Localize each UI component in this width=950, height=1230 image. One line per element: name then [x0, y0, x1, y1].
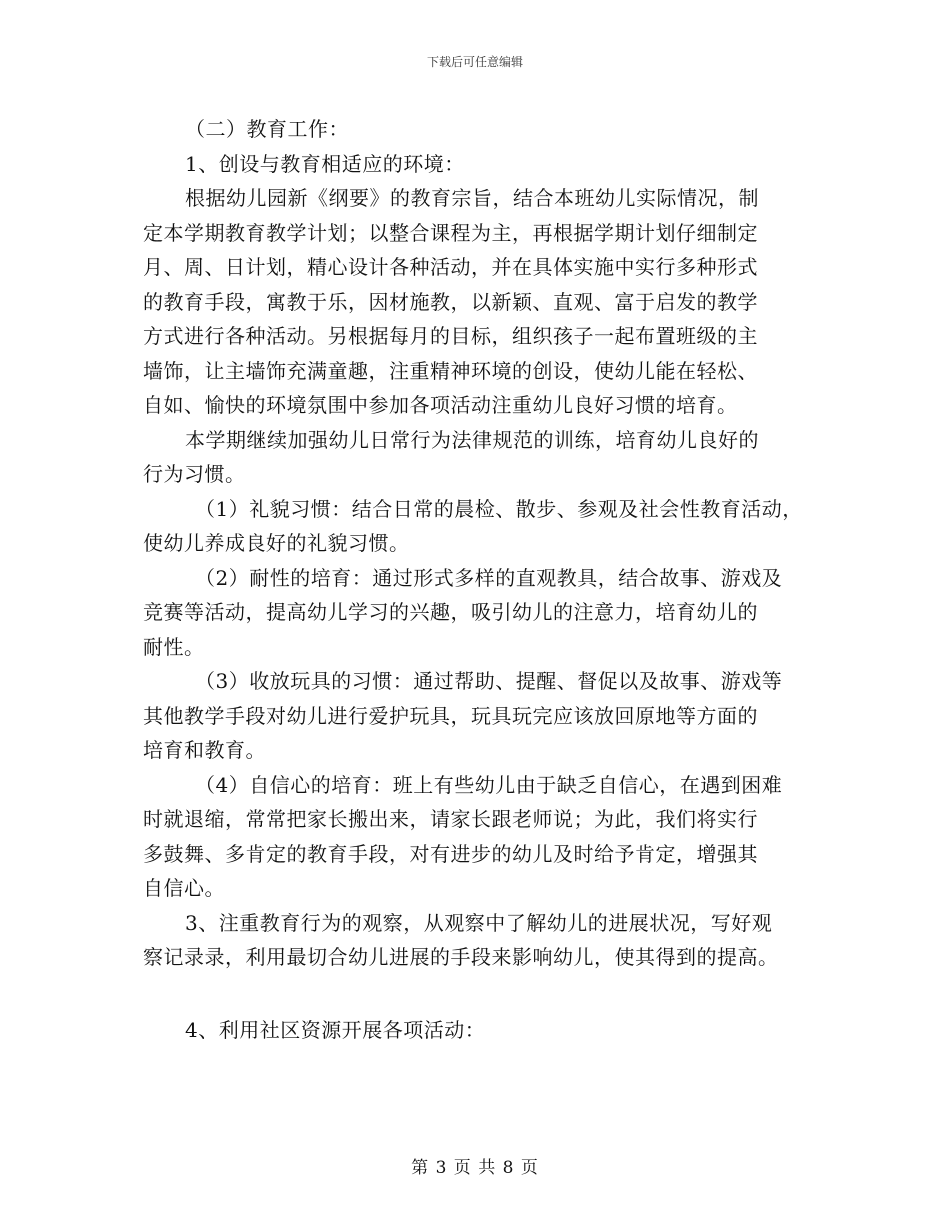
- subsection-heading: 1、创设与教育相适应的环境：: [185, 151, 465, 176]
- list-item-line: （2）耐性的培育：通过形式多样的直观教具，结合故事、游戏及: [195, 565, 783, 590]
- document-body: [143, 112, 819, 1047]
- paragraph-line: 3、注重教育行为的观察，从观察中了解幼儿的进展状况，写好观: [185, 910, 773, 935]
- section-heading: （二）教育工作：: [185, 117, 349, 141]
- paragraph-line: 行为习惯。: [143, 462, 246, 486]
- paragraph-line: 墙饰，让主墙饰充满童趣，注重精神环境的创设，使幼儿能在轻松、: [143, 358, 758, 383]
- list-item-line: 使幼儿养成良好的礼貌习惯。: [143, 531, 410, 555]
- paragraph-line: 本学期继续加强幼儿日常行为法律规范的训练，培育幼儿良好的: [185, 427, 759, 452]
- list-item-line: 培育和教育。: [143, 738, 266, 762]
- list-item-line: 其他教学手段对幼儿进行爱护玩具，玩具玩完应该放回原地等方面的: [143, 703, 758, 728]
- list-item-line: 竞赛等活动，提高幼儿学习的兴趣，吸引幼儿的注意力，培育幼儿的: [143, 600, 758, 624]
- paragraph-line: 的教育手段，寓教于乐，因材施教，以新颖、直观、富于启发的教学: [143, 289, 758, 314]
- list-item-line: 多鼓舞、多肯定的教育手段，对有进步的幼儿及时给予肯定，增强其: [143, 841, 758, 866]
- list-item-line: （3）收放玩具的习惯：通过帮助、提醒、督促以及故事、游戏等: [195, 669, 783, 693]
- paragraph-line: 方式进行各种活动。另根据每月的目标，组织孩子一起布置班级的主: [143, 324, 758, 348]
- paragraph-line: 月、周、日计划，精心设计各种活动，并在具体实施中实行多种形式: [143, 255, 758, 279]
- paragraph-line: 察记录录，利用最切合幼儿进展的手段来影响幼儿，使其得到的提高。: [143, 945, 779, 969]
- list-item-line: （1）礼貌习惯：结合日常的晨检、散步、参观及社会性教育活动，: [195, 496, 803, 521]
- list-item-line: 耐性。: [143, 634, 205, 659]
- page-number: 第 3 页 共 8 页: [411, 1158, 539, 1178]
- list-item-line: （4）自信心的培育：班上有些幼儿由于缺乏自信心，在遇到困难: [195, 772, 783, 797]
- paragraph-line: 定本学期教育教学计划；以整合课程为主，再根据学期计划仔细制定: [143, 220, 758, 245]
- page-header-note: 下载后可任意编辑: [426, 55, 523, 69]
- subsection-heading: 4、利用社区资源开展各项活动：: [185, 1017, 486, 1042]
- paragraph-line: 自如、愉快的环境氛围中参加各项活动注重幼儿良好习惯的培育。: [143, 393, 738, 417]
- list-item-line: 自信心。: [143, 876, 225, 900]
- paragraph-gap: [143, 975, 819, 1013]
- list-item-line: 时就退缩，常常把家长搬出来，请家长跟老师说；为此，我们将实行: [143, 807, 758, 831]
- paragraph-line: 根据幼儿园新《纲要》的教育宗旨，结合本班幼儿实际情况，制: [185, 186, 759, 210]
